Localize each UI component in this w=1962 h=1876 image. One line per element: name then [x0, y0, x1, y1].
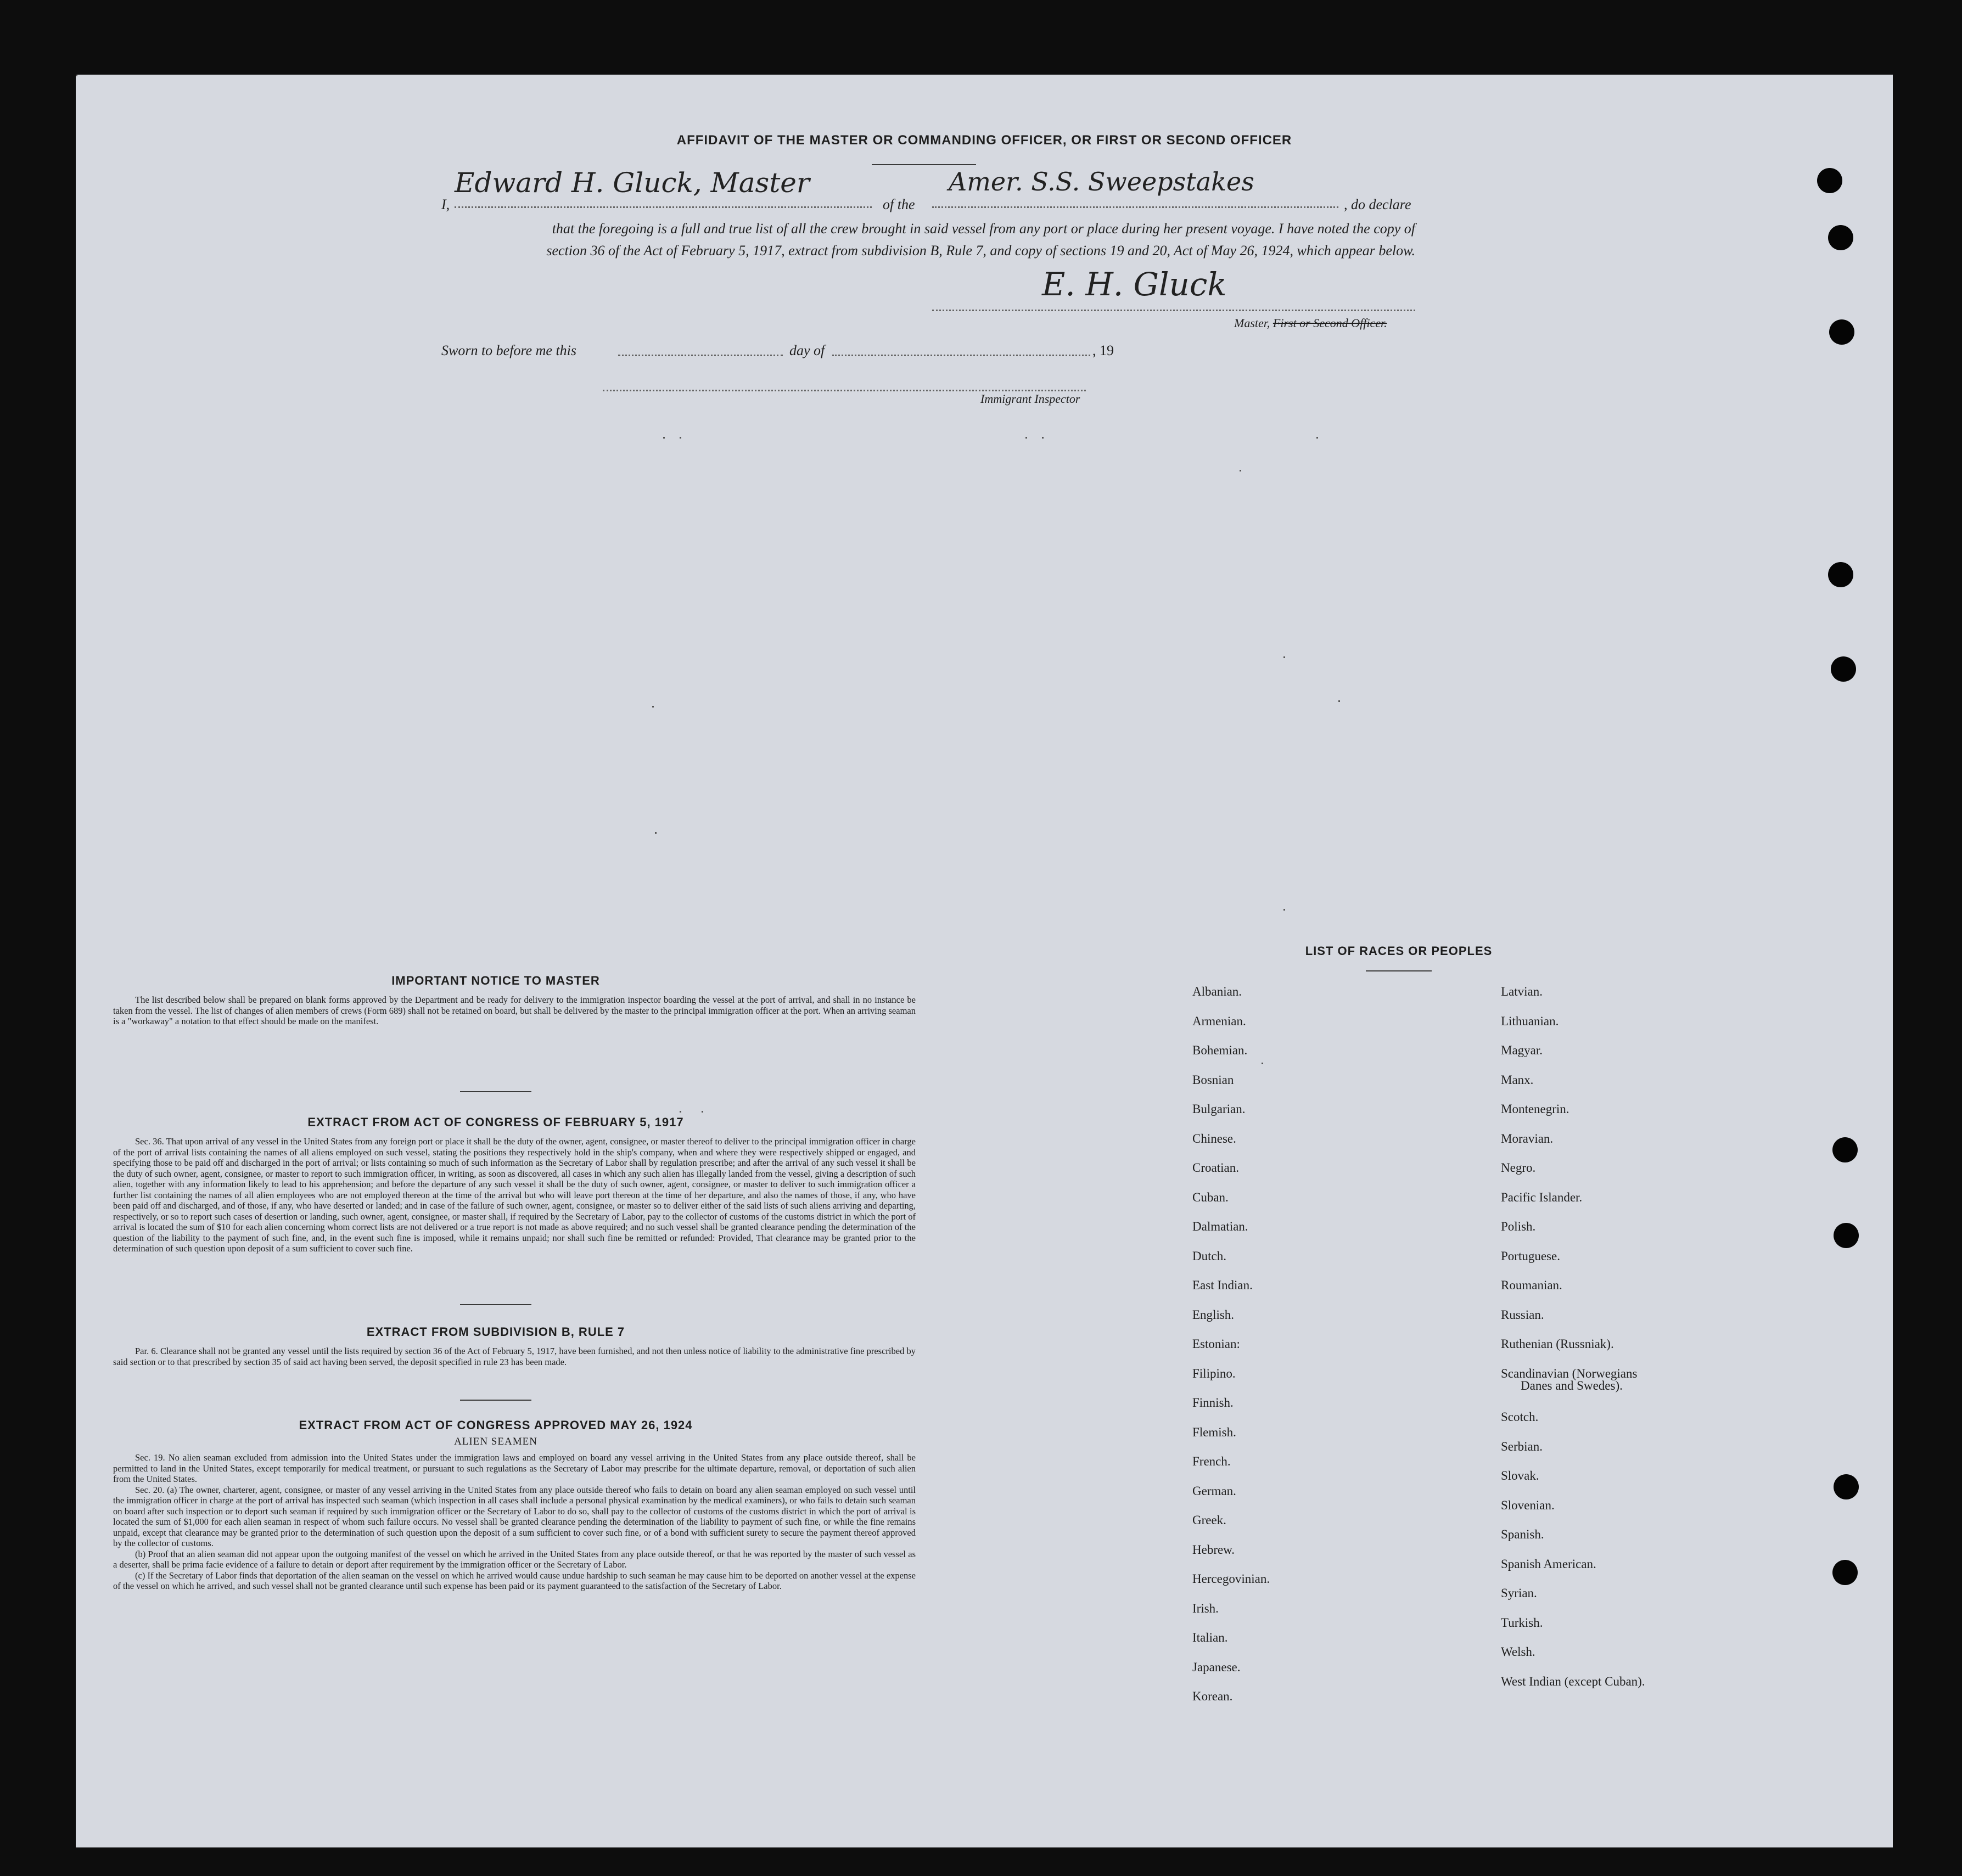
race-item: Ruthenian (Russniak). — [1501, 1337, 1614, 1351]
declaration-line-2: section 36 of the Act of February 5, 1917, extract from subdivision B, Rule 7, and copy of sections 19 and 20, Act of May 26, 1924, which appear below. — [546, 243, 1415, 259]
year-prefix: , 19 — [1092, 342, 1114, 358]
race-item: Scotch. — [1501, 1410, 1539, 1424]
race-item: Turkish. — [1501, 1615, 1543, 1630]
race-item: Irish. — [1192, 1601, 1219, 1615]
race-item: Dutch. — [1192, 1249, 1226, 1263]
races-title: LIST OF RACES OR PEOPLES — [1305, 944, 1493, 958]
rule-7-body — [113, 1346, 916, 1367]
sworn-prefix: Sworn to before me this — [441, 342, 577, 358]
extract-1917-body — [113, 1136, 916, 1254]
race-item: Albanian. — [1192, 985, 1242, 998]
race-item: Japanese. — [1192, 1660, 1241, 1674]
race-item: Portuguese. — [1501, 1249, 1560, 1263]
race-item: Slovenian. — [1501, 1498, 1555, 1512]
race-item: Hebrew. — [1192, 1542, 1235, 1557]
divider-3 — [460, 1400, 531, 1401]
race-item: Pacific Islander. — [1501, 1190, 1583, 1204]
race-item: Slovak. — [1501, 1469, 1539, 1482]
race-item: Polish. — [1501, 1220, 1536, 1233]
race-item: Negro. — [1501, 1161, 1536, 1175]
master-name-field — [455, 167, 872, 208]
binder-hole — [1817, 168, 1842, 193]
notice-body — [113, 995, 916, 1027]
race-item: Magyar. — [1501, 1043, 1543, 1057]
binder-hole — [1829, 319, 1854, 345]
binder-hole — [1828, 225, 1853, 250]
race-item: Korean. — [1192, 1689, 1233, 1703]
race-item: Chinese. — [1192, 1131, 1236, 1145]
binder-hole — [1832, 1560, 1858, 1585]
race-item: French. — [1192, 1454, 1231, 1468]
sworn-day-field — [618, 353, 783, 356]
race-item: Hercegovinian. — [1192, 1572, 1270, 1586]
affidavit-title: AFFIDAVIT OF THE MASTER OR COMMANDING OFFICER, OR FIRST OR SECOND OFFICER — [676, 133, 1292, 148]
signature-caption — [1234, 316, 1387, 330]
race-item: Russian. — [1501, 1307, 1544, 1322]
sec-20b-paragraph: (b) Proof that an alien seaman did not appear upon the outgoing manifest of the vessel on which he arrived in the United States from any place outside thereof, or that he was reported by the master of such vessel as a deserter, shall be prima facie evidence of a failure to detain or deport after requirement by the immigration officer or the Secretary of Labor. — [113, 1548, 916, 1570]
vessel-name-field — [932, 167, 1338, 208]
race-item: Serbian. — [1501, 1439, 1543, 1453]
extract-1924-title: EXTRACT FROM ACT OF CONGRESS APPROVED MAY 26, 1924 — [299, 1418, 693, 1432]
notice-title: IMPORTANT NOTICE TO MASTER — [391, 974, 600, 987]
extract-1917-title: EXTRACT FROM ACT OF CONGRESS OF FEBRUARY 5, 1917 — [307, 1115, 684, 1129]
race-item: Bohemian. — [1192, 1043, 1248, 1057]
do-declare-label: , do declare — [1344, 196, 1411, 212]
race-item: Armenian. — [1192, 1014, 1246, 1028]
binder-hole — [1834, 1474, 1859, 1499]
races-divider — [1366, 970, 1432, 971]
race-item: Welsh. — [1501, 1645, 1535, 1659]
race-item: Manx. — [1501, 1072, 1534, 1087]
race-item: Bulgarian. — [1192, 1102, 1246, 1116]
master-name-handwriting: Edward H. Gluck, Master — [455, 167, 810, 199]
vessel-name-handwriting: Amer. S.S. Sweepstakes — [949, 167, 1254, 196]
race-item: Danes and Swedes). — [1521, 1378, 1623, 1392]
race-item: Scandinavian (Norwegians — [1501, 1366, 1638, 1380]
divider-2 — [460, 1304, 531, 1305]
divider-1 — [460, 1091, 531, 1092]
race-item: Dalmatian. — [1192, 1220, 1248, 1233]
inspector-signature-line — [603, 389, 1086, 391]
race-item: Estonian: — [1192, 1337, 1240, 1351]
race-item: Moravian. — [1501, 1131, 1554, 1145]
of-the-label: of the — [883, 196, 915, 212]
sec-36-paragraph: Sec. 36. That upon arrival of any vessel in the United States from any foreign port or place it shall be the duty of the owner, agent, consignee, or master thereof to deliver to the principal immigration officer in charge of the port of arrival lists containing the names of all aliens employed on such vessel, stating the positions they respectively hold in the ship's company, when and where they were respectively shipped or engaged, and specifying those to be paid off and discharged in the port of arrival; or lists containing so much of such information as the Secretary of Labor shall by regulation prescribe; and after the arrival of any such vessel it shall be the duty of such owner, agent, consignee, or master to report to such immigration officer, in writing, as soon as discovered, all cases in which any such alien has illegally landed from the vessel, giving a description of such alien, together with any information likely to lead to his apprehension; and before the departure of any such vessel it shall be the duty of such owner, agent, consignee, or master to deliver to such immigration officer a further list containing the names of all alien employees who are not employed thereon at the time of the arrival but who will leave port thereon at the time of her departure, and also the names of those, if any, who have been paid off and discharged, and of those, if any, who have deserted or landed; and in case of the failure of such owner, agent, consignee, or master so to deliver either of the said lists of such aliens arriving and departing, respectively, or so to report such cases of desertion or landing, such owner, agent, consignee, or master shall, if required by the Secretary of Labor, pay to the collector of customs of the customs district in which the port of arrival is located the sum of $10 for each alien concerning whom correct lists are not delivered or a true report is not made as above required; and no such vessel shall be granted clearance pending the determination of the question of the liability to the payment of such fine, and, in the event such fine is imposed, while it remains unpaid; nor shall such fine be remitted or refunded: Provided, That clearance may be granted prior to the determination of such question upon deposit of a sum sufficient to cover such fine. — [113, 1136, 916, 1254]
race-item: Bosnian — [1192, 1072, 1234, 1087]
race-item: East Indian. — [1192, 1278, 1253, 1292]
sec-19-paragraph: Sec. 19. No alien seaman excluded from admission into the United States under the immigration laws and employed on board any vessel arriving in the United States from any place outside thereof, shall be permitted to land in the United States, except temporarily for medical treatment, or pursuant to such regulations as the Secretary of Labor may prescribe for the ultimate departure, removal, or deportation of such alien from the United States. — [113, 1452, 916, 1484]
caption-struck-officer: First or Second Officer. — [1273, 316, 1387, 330]
master-signature: E. H. Gluck — [1042, 266, 1227, 303]
declaration-line-1: that the foregoing is a full and true list of all the crew brought in said vessel from any port or place during her present voyage. I have noted the copy of — [552, 221, 1415, 237]
race-item: West Indian (except Cuban). — [1501, 1674, 1645, 1688]
title-divider — [872, 164, 976, 165]
binder-hole — [1834, 1223, 1859, 1248]
race-item: German. — [1192, 1484, 1236, 1498]
race-item: English. — [1192, 1307, 1235, 1322]
race-item: Cuban. — [1192, 1190, 1229, 1204]
notice-paragraph: The list described below shall be prepared on blank forms approved by the Department and be ready for delivery to the immigration inspector boarding the vessel at the port of arrival, and shall in no instance be taken from the vessel. The list of changes of alien members of crews (Form 689) shall not be retained on board, but shall be delivered by the master to the principal immigration officer at the port. When an arriving seaman is a "workaway" a notation to that effect should be made on the manifest. — [113, 995, 916, 1026]
race-item: Latvian. — [1501, 985, 1543, 998]
race-item: Filipino. — [1192, 1366, 1236, 1380]
rule-7-title: EXTRACT FROM SUBDIVISION B, RULE 7 — [366, 1325, 625, 1339]
inspector-caption: Immigrant Inspector — [980, 392, 1080, 406]
binder-hole — [1832, 1137, 1858, 1162]
caption-master: Master, — [1234, 316, 1270, 330]
race-item: Flemish. — [1192, 1425, 1236, 1439]
race-item: Italian. — [1192, 1631, 1228, 1644]
race-item: Finnish. — [1192, 1396, 1234, 1409]
sec-20a-paragraph: Sec. 20. (a) The owner, charterer, agent, consignee, or master of any vessel arriving in the United States from any place outside thereof who fails to detain on board any alien seaman employed on such vessel until the immigration officer in charge at the port of arrival has inspected such seaman (which inspection in all cases shall include a personal physical examination by the medical examiners), or who fails to detain such seaman on board after such inspection or to deport such seaman if required by such immigration officer or the Secretary of Labor to do so, shall pay to the collector of customs of the customs district in which the port of arrival is located the sum of $1,000 for each alien seaman in respect of whom such failure occurs. No vessel shall be granted clearance pending the determination of the liability to payment of such fine, or while the fine remains unpaid, except that clearance may be granted prior to the determination of such question upon the deposit of a sum sufficient to cover such fine, or of a bond with sufficient surety to secure the payment thereof approved by the collector of customs. — [113, 1484, 916, 1548]
sec-20c-paragraph: (c) If the Secretary of Labor finds that deportation of the alien seaman on the vessel on which he arrived would cause undue hardship to such seaman he may cause him to be deported on another vessel at the expense of the vessel on which he arrived, and such vessel shall not be granted clearance until such expense has been paid or its payment guaranteed to the satisfaction of the Secretary of Labor. — [113, 1570, 916, 1591]
par-6-paragraph: Par. 6. Clearance shall not be granted any vessel until the lists required by section 36 of the Act of February 5, 1917, have been furnished, and not then unless notice of liability to the administrative fine prescribed by said section or to that prescribed by section 35 of said act having been served, the deposit specified in rule 23 has been made. — [113, 1346, 916, 1367]
race-item: Montenegrin. — [1501, 1102, 1569, 1116]
binder-hole — [1831, 656, 1856, 682]
race-item: Spanish American. — [1501, 1557, 1596, 1571]
extract-1924-body — [113, 1452, 916, 1592]
alien-seamen-subtitle: ALIEN SEAMEN — [454, 1436, 537, 1447]
day-of-label: day of — [789, 342, 825, 358]
race-item: Greek. — [1192, 1513, 1226, 1527]
race-item: Syrian. — [1501, 1586, 1537, 1600]
document-page — [76, 75, 1893, 1847]
i-prefix: I, — [441, 196, 450, 212]
race-item: Roumanian. — [1501, 1278, 1562, 1292]
race-item: Lithuanian. — [1501, 1014, 1559, 1028]
master-signature-line — [932, 266, 1415, 311]
sworn-month-field — [832, 353, 1090, 356]
binder-hole — [1828, 562, 1853, 587]
race-item: Spanish. — [1501, 1527, 1544, 1541]
race-item: Croatian. — [1192, 1161, 1239, 1175]
